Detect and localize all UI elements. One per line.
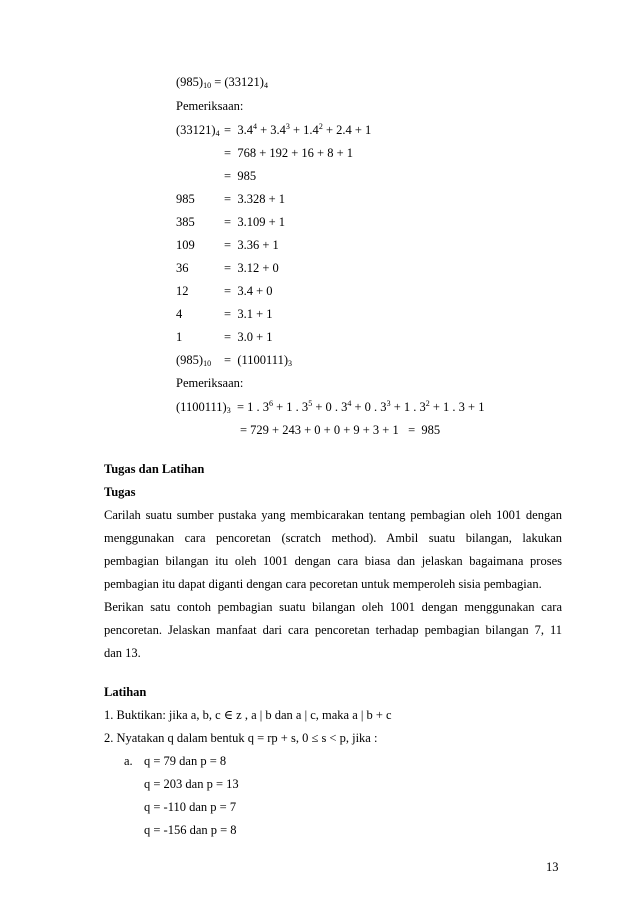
check1-line3: = 985 [224,169,257,183]
pemeriksaan-label-2: Pemeriksaan: [176,376,244,390]
tugas-line: Berikan satu contoh pembagian suatu bilangan oleh 1001 dengan menggunakan cara [104,600,562,614]
step-n: 12 [176,284,189,298]
check1-lhs: $(33121)_4$ [176,123,220,138]
result2-rhs: = $(1100111)_3$ [224,353,292,368]
tugas-latihan-heading: Tugas dan Latihan [104,462,205,476]
latihan-heading: Latihan [104,685,147,699]
latihan-item-1: 1. Buktikan: jika a, b, c ∈ z , a | b dan a | c, maka a | b + c [104,708,392,722]
tugas-line: pencoretan. Jelaskan manfaat dari cara pencoretan terhadap pembagian bilangan 7, 11 [104,623,562,637]
step-n: 109 [176,238,195,252]
step-n: 4 [176,307,183,321]
step-r: = 3.1 + 1 [224,307,273,321]
sub-item: q = 79 dan p = 8 [144,754,227,768]
check1-line2: = 768 + 192 + 16 + 8 + 1 [224,146,354,160]
pemeriksaan-label-1: Pemeriksaan: [176,99,244,113]
step-r: = 3.12 + 0 [224,261,279,275]
step-r: = 3.36 + 1 [224,238,279,252]
step-r: = 3.0 + 1 [224,330,273,344]
step-n: 1 [176,330,183,344]
step-r: = 3.4 + 0 [224,284,273,298]
check2-line2: = 729 + 243 + 0 + 0 + 9 + 3 + 1 = 985 [240,423,441,437]
step-r: = 3.328 + 1 [224,192,285,206]
tugas-heading: Tugas [104,485,136,499]
step-n: 385 [176,215,195,229]
tugas-line: dan 13. [104,646,141,660]
step-n: 985 [176,192,195,206]
step-r: = 3.109 + 1 [224,215,285,229]
latihan-item-2: 2. Nyatakan q dalam bentuk q = rp + s, 0 ≤ s < p, jika : [104,731,378,745]
sub-item-label: a. [124,754,133,768]
check1-rhs: = $3.4^4 + 3.4^3 + 1.4^2 + 2.4 + 1$ [224,122,372,137]
sub-item: q = 203 dan p = 13 [144,777,239,791]
check2-line1: $(1100111)_3 = 1$ . $3^6 + 1$ . $3^5 + 0$ . $3^4 + 0$ . $3^3 + 1$ . $3^2 + 1$ . 3 + 1 [176,399,485,415]
tugas-line: menggunakan cara pencoretan (scratch method). Ambil suatu bilangan, lakukan [104,531,562,545]
conversion-line-base4: $(985)_{10} = (33121)_4$ [176,75,268,90]
result2-lhs: $(985)_{10}$ [176,353,212,368]
tugas-line: pembagian bilangan itu oleh 1001 dengan cara biasa dan jelaskan bagaimana proses [104,554,562,568]
sub-item: q = -156 dan p = 8 [144,823,237,837]
step-n: 36 [176,261,189,275]
tugas-line: Carilah suatu sumber pustaka yang membicarakan tentang pembagian oleh 1001 dengan [104,508,562,522]
sub-item: q = -110 dan p = 7 [144,800,237,814]
tugas-line: pembagian itu dapat diganti dengan cara pecoretan untuk memperoleh sisia pembagian. [104,577,542,591]
page-number: 13 [546,860,559,874]
